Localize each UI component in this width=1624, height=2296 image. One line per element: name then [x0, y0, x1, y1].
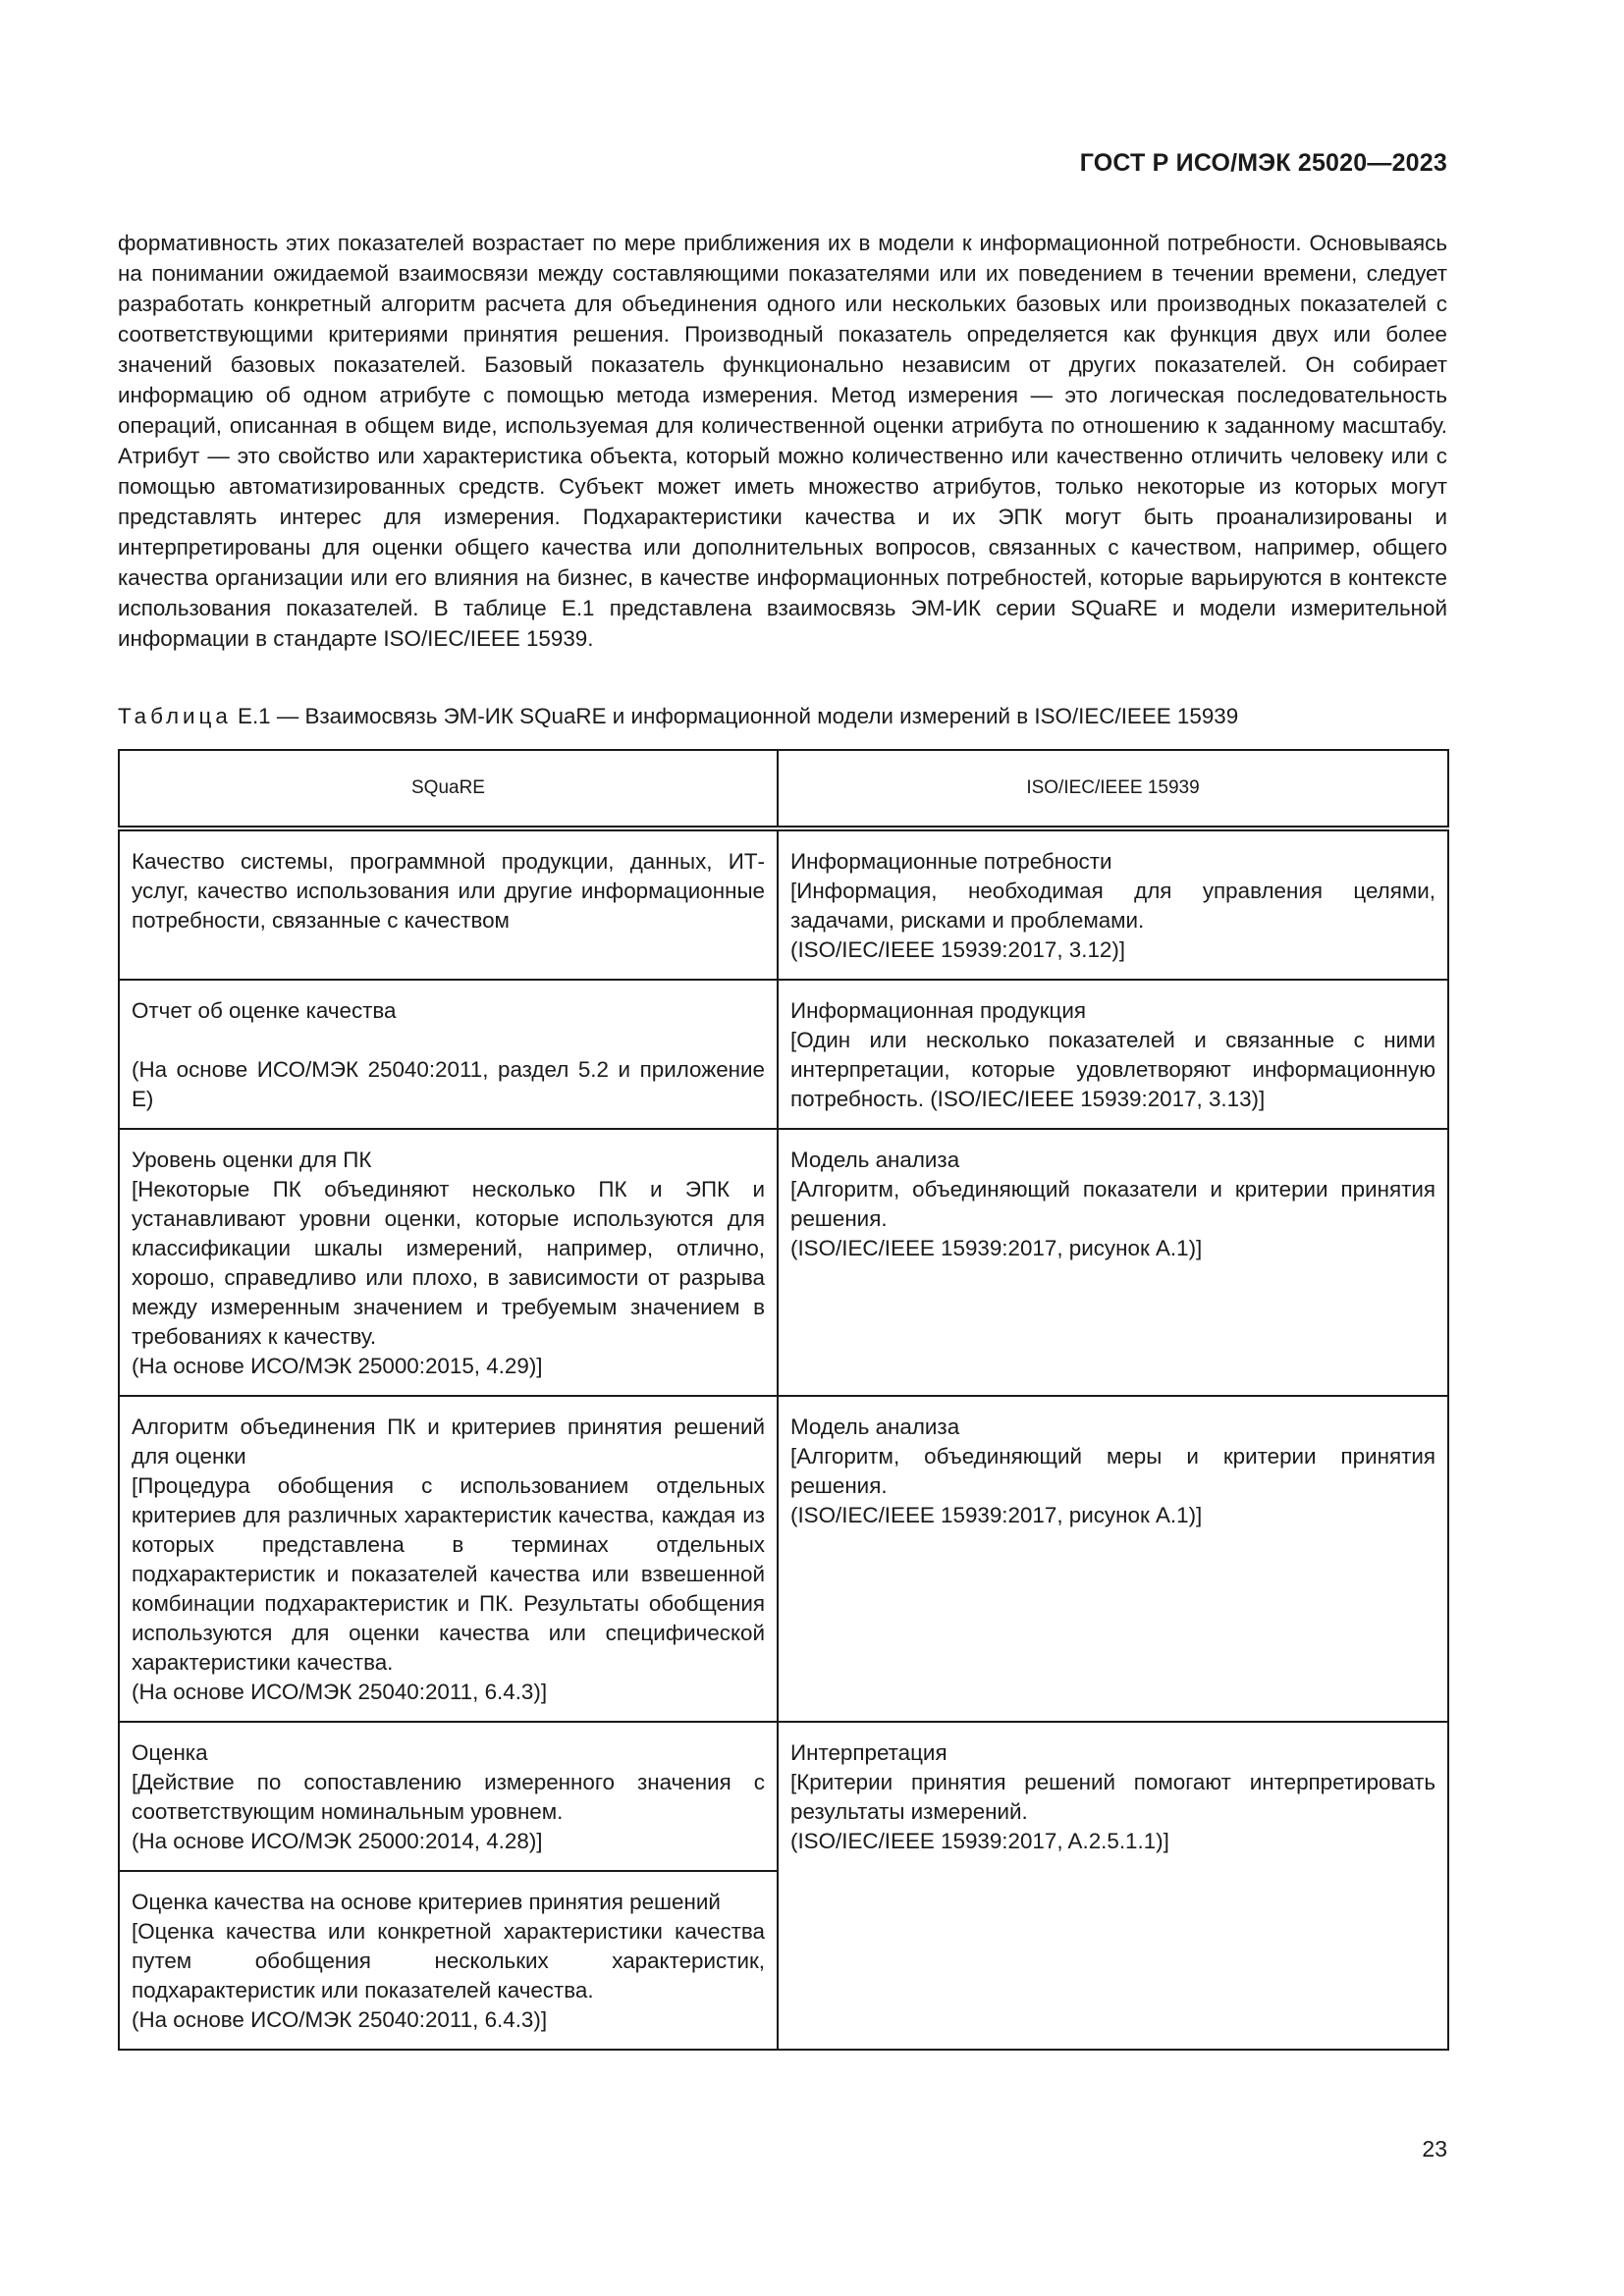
cell-body: [Информация, необходимая для управления целями, задачами, рисками и проблемами. [790, 879, 1435, 933]
cell-reference: (На основе ИСО/МЭК 25040:2011, 6.4.3)] [132, 1680, 548, 1704]
cell-text: Качество системы, программной продукции, данных, ИТ-услуг, качество использования или другие информационные потребности, связанные с качеством [132, 849, 765, 933]
standard-header: ГОСТ Р ИСО/МЭК 25020—2023 [1079, 149, 1447, 177]
table-cell-left [119, 1129, 778, 1396]
table-cell-left [119, 1722, 778, 1871]
table-cell-left [119, 828, 778, 980]
cell-reference: (ISO/IEC/IEEE 15939:2017, рисунок А.1)] [790, 1503, 1203, 1527]
table-caption-text: Е.1 — Взаимосвязь ЭМ-ИК SQuaRE и информационной модели измерений в ISO/IEC/IEEE 15939 [231, 704, 1239, 728]
cell-title: Уровень оценки для ПК [132, 1148, 372, 1172]
cell-reference: (ISO/IEC/IEEE 15939:2017, рисунок А.1)] [790, 1236, 1203, 1260]
table-row [119, 1129, 1448, 1396]
cell-reference: (ISO/IEC/IEEE 15939:2017, 3.12)] [790, 937, 1126, 962]
table-cell-left [119, 1396, 778, 1722]
table-row [119, 1396, 1448, 1722]
cell-body: [Процедура обобщения с использованием отдельных критериев для различных характеристик качества, каждая из которых представлена в терминах отдельных подхарактеристик и показателей качества или взвешенной комбинации подхарактеристик и ПК. Результаты обобщения используются для оценки качества или специфической характеристики качества. [132, 1473, 765, 1675]
page-number: 23 [1422, 2136, 1447, 2162]
cell-reference: (На основе ИСО/МЭК 25040:2011, раздел 5.2 и приложение Е) [132, 1057, 765, 1111]
table-row [119, 1722, 1448, 1871]
correspondence-table [118, 749, 1449, 2051]
table-row [119, 980, 1448, 1129]
table-caption-label: Таблица [118, 704, 232, 728]
cell-title: Отчет об оценке качества [132, 998, 397, 1023]
cell-body: [Алгоритм, объединяющий меры и критерии принятия решения. [790, 1444, 1435, 1498]
cell-body: [Критерии принятия решений помогают интерпретировать результаты измерений. [790, 1770, 1435, 1824]
cell-title: Интерпретация [790, 1740, 947, 1765]
cell-spacer [132, 1026, 765, 1055]
column-header-iso15939: ISO/IEC/IEEE 15939 [778, 750, 1448, 828]
table-cell-right [778, 1396, 1448, 1722]
cell-body: [Действие по сопоставлению измеренного значения с соответствующим номинальным уровнем. [132, 1770, 765, 1824]
body-paragraph: формативность этих показателей возрастает по мере приближения их в модели к информационной потребности. Основываясь на понимании ожидаемой взаимосвязи между составляющими показателями или их поведением в течении времени, следует разработать конкретный алгоритм расчета для объединения одного или нескольких базовых или производных показателей с соответствующими критериями принятия решения. Производный показатель определяется как функция двух или более значений базовых показателей. Базовый показатель функционально независим от других показателей. Он собирает информацию об одном атрибуте с помощью метода измерения. Метод измерения — это логическая последовательность операций, описанная в общем виде, используемая для количественной оценки атрибута по отношению к заданному масштабу. Атрибут — это свойство или характеристика объекта, который можно количественно или качественно отличить человеку или с помощью автоматизированных средств. Субъект может иметь множество атрибутов, только некоторые из которых могут представлять интерес для измерения. Подхарактеристики качества и их ЭПК могут быть проанализированы и интерпретированы для оценки общего качества или дополнительных вопросов, связанных с качеством, например, общего качества организации или его влияния на бизнес, в качестве информационных потребностей, которые варьируются в контексте использования показателей. В таблице Е.1 представлена взаимосвязь ЭМ-ИК серии SQuaRE и модели измерительной информации в стандарте ISO/IEC/IEEE 15939. [118, 231, 1447, 651]
table-caption [118, 701, 1447, 731]
cell-body: [Алгоритм, объединяющий показатели и критерии принятия решения. [790, 1177, 1435, 1231]
cell-reference: (ISO/IEC/IEEE 15939:2017, A.2.5.1.1)] [790, 1829, 1169, 1853]
cell-reference: (На основе ИСО/МЭК 25000:2015, 4.29)] [132, 1354, 543, 1378]
cell-reference: (На основе ИСО/МЭК 25000:2014, 4.28)] [132, 1829, 543, 1853]
table-cell-right [778, 1722, 1448, 2050]
cell-body: [Один или несколько показателей и связанные с ними интерпретации, которые удовлетворяют информационную потребность. (ISO/IEC/IEEE 15939:2017, 3.13)] [790, 1028, 1435, 1111]
cell-title: Оценка [132, 1740, 208, 1765]
cell-title: Модель анализа [790, 1415, 960, 1439]
column-header-square: SQuaRE [119, 750, 778, 828]
table-cell-right [778, 980, 1448, 1129]
cell-title: Оценка качества на основе критериев принятия решений [132, 1890, 721, 1914]
cell-body: [Некоторые ПК объединяют несколько ПК и ЭПК и устанавливают уровни оценки, которые используются для классификации шкалы измерений, например, отлично, хорошо, справедливо или плохо, в зависимости от разрыва между измеренным значением и требуемым значением в требованиях к качеству. [132, 1177, 765, 1349]
table-row [119, 828, 1448, 980]
table-cell-right [778, 1129, 1448, 1396]
table-cell-left [119, 980, 778, 1129]
table-header-row [119, 750, 1448, 828]
cell-title: Информационные потребности [790, 849, 1112, 874]
cell-title: Модель анализа [790, 1148, 960, 1172]
cell-body: [Оценка качества или конкретной характеристики качества путем обобщения нескольких характеристик, подхарактеристик или показателей качества. [132, 1919, 765, 2002]
table-cell-left [119, 1871, 778, 2050]
table-cell-right [778, 828, 1448, 980]
cell-title: Алгоритм объединения ПК и критериев принятия решений для оценки [132, 1415, 765, 1468]
cell-reference: (На основе ИСО/МЭК 25040:2011, 6.4.3)] [132, 2007, 548, 2032]
cell-title: Информационная продукция [790, 998, 1086, 1023]
